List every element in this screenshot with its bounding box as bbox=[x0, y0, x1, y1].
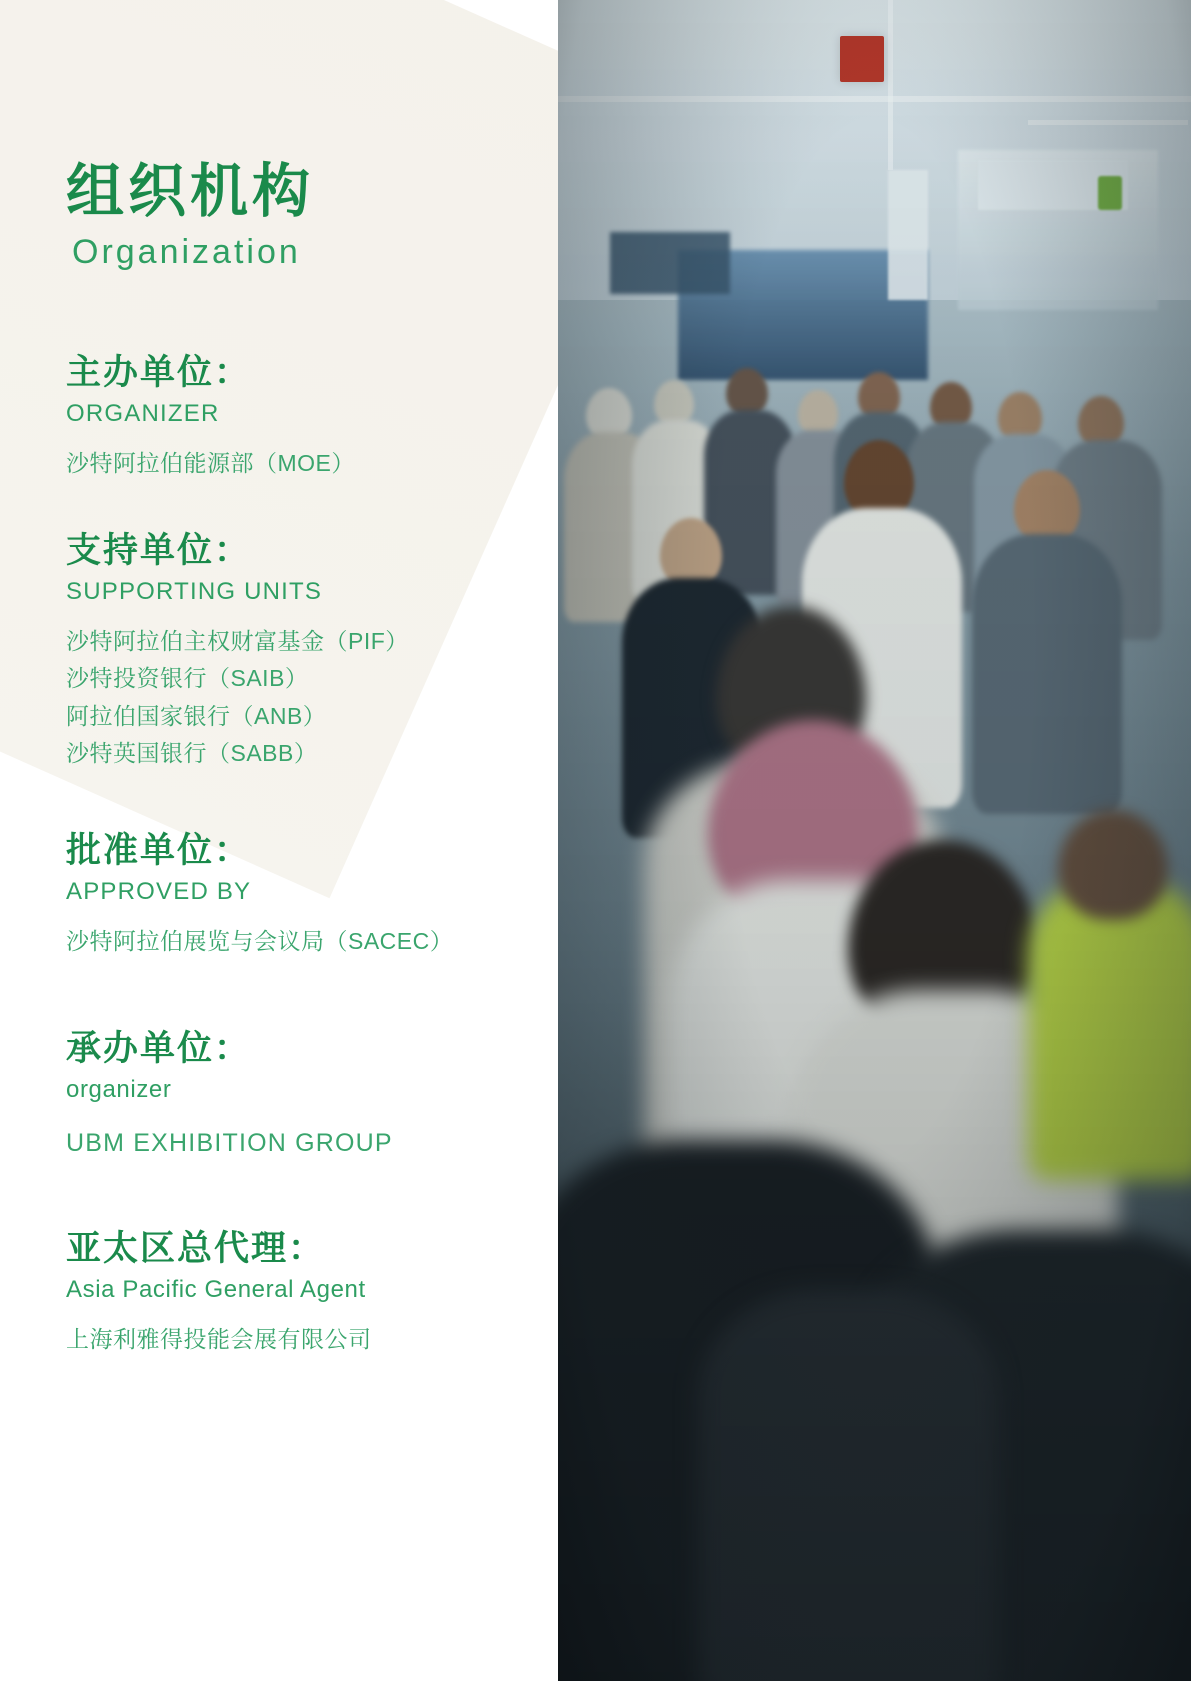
section-item: UBM EXHIBITION GROUP bbox=[66, 1129, 393, 1158]
section-item: 沙特阿拉伯展览与会议局（SACEC） bbox=[66, 928, 454, 955]
section-heading-cn: 亚太区总代理： bbox=[66, 1229, 326, 1268]
section-heading-en: APPROVED BY bbox=[66, 878, 252, 905]
section-item: 沙特阿拉伯主权财富基金（PIF） bbox=[66, 628, 409, 655]
section-item: 上海利雅得投能会展有限公司 bbox=[66, 1326, 372, 1353]
section-organizer bbox=[66, 352, 536, 482]
section-item: 沙特投资银行（SAIB） bbox=[66, 665, 309, 692]
section-asia-pacific-agent bbox=[66, 1228, 536, 1358]
section-host-organizer bbox=[66, 1028, 536, 1164]
section-item: 沙特英国银行（SABB） bbox=[66, 739, 318, 766]
section-item: 阿拉伯国家银行（ANB） bbox=[66, 702, 327, 729]
text-content bbox=[0, 0, 558, 1681]
section-heading-cn: 批准单位： bbox=[66, 831, 252, 870]
section-heading-en: organizer bbox=[66, 1076, 172, 1103]
section-heading-cn: 承办单位： bbox=[66, 1029, 252, 1068]
exhibition-crowd-photo bbox=[558, 0, 1191, 1681]
left-content-panel bbox=[0, 0, 558, 1681]
section-heading-en: Asia Pacific General Agent bbox=[66, 1276, 366, 1303]
section-heading-cn: 支持单位： bbox=[66, 531, 252, 570]
section-supporting-units bbox=[66, 530, 536, 772]
page-title-block bbox=[66, 160, 536, 271]
page-title-cn: 组织机构 bbox=[66, 159, 315, 224]
page-title-en: Organization bbox=[72, 232, 301, 271]
section-heading-en: SUPPORTING UNITS bbox=[66, 578, 323, 605]
section-approved-by bbox=[66, 830, 536, 960]
photo-vignette bbox=[558, 0, 1191, 1681]
section-heading-en: ORGANIZER bbox=[66, 400, 220, 427]
section-item: 沙特阿拉伯能源部（MOE） bbox=[66, 450, 355, 477]
section-heading-cn: 主办单位： bbox=[66, 353, 252, 392]
